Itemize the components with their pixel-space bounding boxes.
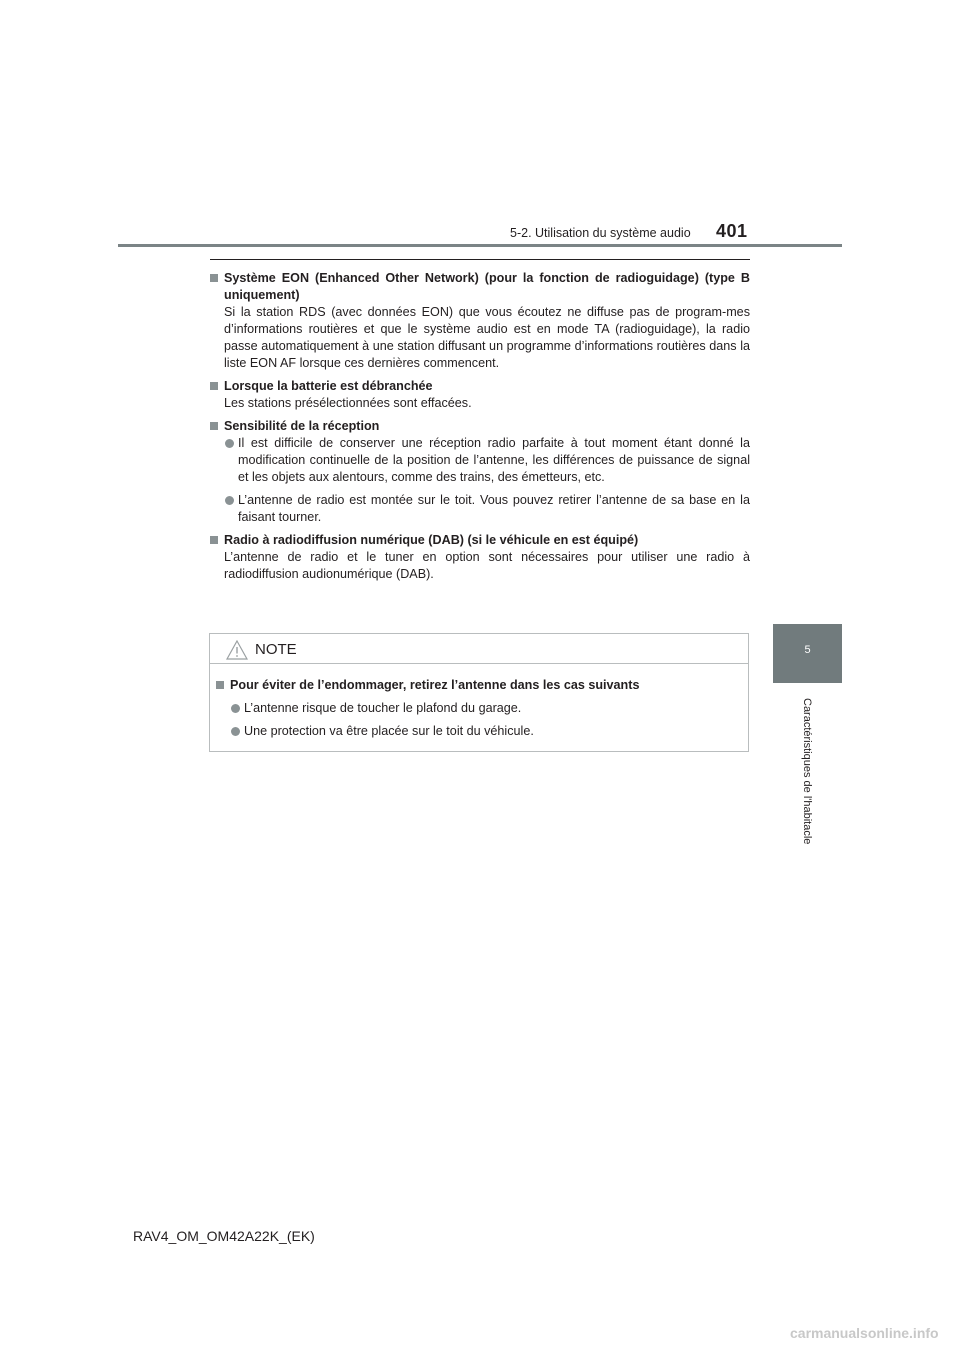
list-item-text: Il est difficile de conserver une réception radio parfaite à tout moment étant donné la modification continuelle de la position de l’antenne, les différences de puissance de signal et les objets aux alentours, comme des trains, des émetteurs, etc. — [238, 436, 750, 484]
section-text: Si la station RDS (avec données EON) que vous écoutez ne diffuse pas de program-mes d’informations routières et que le système audio est en mode TA (radioguidage), la radio passe automatiquement à une station diffusant un programme d’informations routières dans la liste EON AF lorsque ces dernières commencent. — [224, 305, 750, 370]
heading-text: Sensibilité de la réception — [224, 419, 380, 433]
list-item-text: Une protection va être placée sur le toit du véhicule. — [244, 724, 534, 738]
chapter-number: 5 — [804, 644, 811, 656]
round-bullet-icon — [225, 439, 234, 448]
square-bullet-icon — [210, 382, 218, 390]
list-item-text: L’antenne de radio est montée sur le toit. Vous pouvez retirer l’antenne de sa base en la faisant tourner. — [238, 493, 750, 524]
round-bullet-icon — [231, 704, 240, 713]
footer-code: RAV4_OM_OM42A22K_(EK) — [133, 1228, 315, 1244]
heading-text: Lorsque la batterie est débranchée — [224, 379, 433, 393]
list-item — [210, 492, 750, 526]
section-heading — [210, 378, 750, 395]
section-eon — [210, 270, 750, 372]
header-rule — [118, 244, 842, 247]
chapter-tab[interactable] — [773, 624, 842, 683]
square-bullet-icon — [210, 274, 218, 282]
section-dab — [210, 532, 750, 583]
section-battery — [210, 378, 750, 412]
note-heading — [216, 677, 741, 694]
section-heading — [210, 532, 750, 549]
content-top-rule — [210, 259, 750, 260]
square-bullet-icon — [210, 422, 218, 430]
round-bullet-icon — [231, 727, 240, 736]
section-text: L’antenne de radio et le tuner en option sont nécessaires pour utiliser une radio à radiodiffusion audionumérique (DAB). — [224, 550, 750, 581]
section-text: Les stations présélectionnées sont effacées. — [224, 396, 472, 410]
chapter-label: Caractéristiques de l'habitacle — [801, 698, 813, 845]
note-box — [209, 633, 749, 752]
square-bullet-icon — [216, 681, 224, 689]
heading-text: Pour éviter de l’endommager, retirez l’antenne dans les cas suivants — [230, 678, 640, 692]
heading-text: Système EON (Enhanced Other Network) (pour la fonction de radioguidage) (type B uniquement) — [224, 271, 750, 302]
heading-text: Radio à radiodiffusion numérique (DAB) (si le véhicule en est équipé) — [224, 533, 639, 547]
section-reception — [210, 418, 750, 526]
note-content — [216, 677, 741, 740]
note-header — [210, 634, 748, 664]
section-heading — [210, 270, 750, 304]
section-heading — [210, 418, 750, 435]
section-title: 5-2. Utilisation du système audio — [510, 226, 691, 240]
square-bullet-icon — [210, 536, 218, 544]
watermark[interactable]: carmanualsonline.info — [790, 1325, 939, 1341]
list-item-text: L’antenne risque de toucher le plafond du garage. — [244, 701, 522, 715]
warning-triangle-icon — [226, 640, 248, 660]
list-item — [216, 723, 741, 740]
page-number: 401 — [716, 221, 748, 241]
main-content — [210, 270, 750, 589]
round-bullet-icon — [225, 496, 234, 505]
list-item — [216, 700, 741, 717]
note-title: NOTE — [255, 641, 297, 658]
list-item — [210, 435, 750, 486]
